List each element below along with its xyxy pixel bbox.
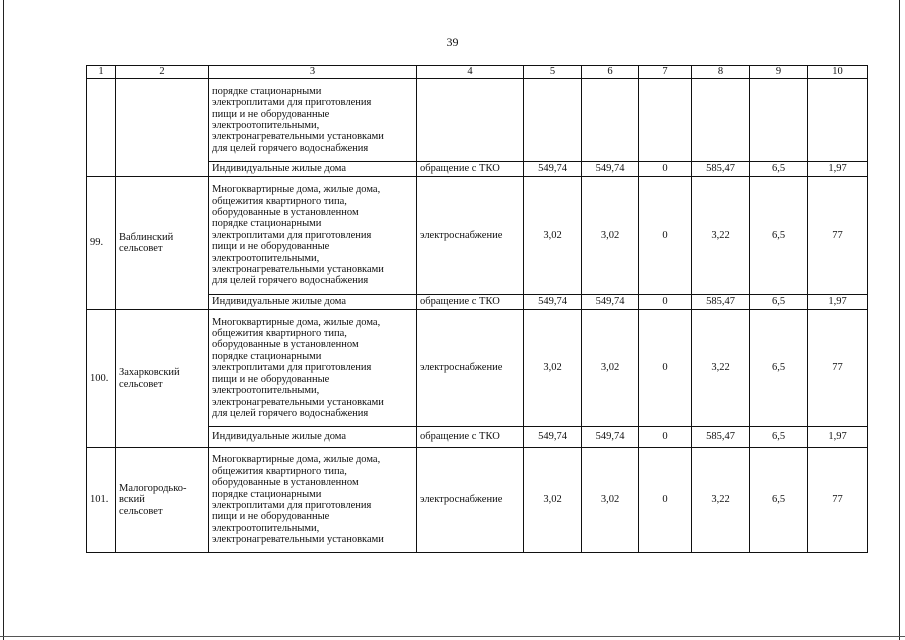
category-line: Многоквартирные дома, жилые дома, <box>212 316 381 328</box>
category-line: Многоквартирные дома, жилые дома, <box>212 184 381 196</box>
value-cell: 585,47 <box>692 162 750 177</box>
value-cell: 3,22 <box>692 310 750 427</box>
page-frame-bottom <box>0 636 905 637</box>
category-line: общежития квартирного типа, <box>212 328 347 340</box>
column-header: 6 <box>582 66 639 79</box>
consumer-category-cell <box>209 79 417 162</box>
apartment-buildings-row <box>87 310 868 427</box>
value-cell: 77 <box>808 448 868 553</box>
category-line: порядке стационарными <box>212 218 322 230</box>
value-cell: 1,97 <box>808 427 868 448</box>
category-line: электроотопительными, <box>212 120 320 131</box>
column-header: 8 <box>692 66 750 79</box>
value-cell: 77 <box>808 177 868 295</box>
category-line: пищи и не оборудованные <box>212 108 330 120</box>
row-number-cell: 99. <box>87 177 116 310</box>
column-header: 2 <box>116 66 209 79</box>
service-cell: электроснабжение <box>417 177 524 295</box>
page-frame-right <box>899 0 900 640</box>
value-cell: 3,22 <box>692 448 750 553</box>
category-line: электроплитами для приготовления <box>212 500 372 511</box>
value-cell: 6,5 <box>750 448 808 553</box>
category-line: электронагревательными установками <box>212 534 384 546</box>
category-line: для целей горячего водоснабжения <box>212 275 369 287</box>
category-line: пищи и не оборудованные <box>212 241 330 253</box>
category-line: порядке стационарными <box>212 85 322 97</box>
value-cell: 585,47 <box>692 295 750 310</box>
category-line: оборудованные в установленном <box>212 477 359 489</box>
value-cell: 0 <box>639 177 692 295</box>
category-line: пищи и не оборудованные <box>212 511 330 523</box>
column-header: 1 <box>87 66 116 79</box>
settlement-name-cell <box>116 310 209 448</box>
consumer-category-cell: Индивидуальные жилые дома <box>209 427 417 448</box>
value-cell: 3,02 <box>582 310 639 427</box>
apartment-buildings-row <box>87 177 868 295</box>
row-number-cell: 101. <box>87 448 116 553</box>
category-line: порядке стационарными <box>212 488 322 500</box>
continuation-row <box>87 79 868 162</box>
consumer-category-cell <box>209 310 417 427</box>
value-cell: 3,02 <box>524 310 582 427</box>
category-line: порядке стационарными <box>212 350 322 362</box>
settlement-name-cell <box>116 448 209 553</box>
value-cell: 77 <box>808 310 868 427</box>
row-number-cell <box>87 79 116 177</box>
value-cell <box>750 79 808 162</box>
service-cell <box>417 79 524 162</box>
category-line: общежития квартирного типа, <box>212 195 347 207</box>
page-number: 39 <box>446 35 459 49</box>
column-header: 9 <box>750 66 808 79</box>
value-cell: 549,74 <box>524 295 582 310</box>
value-cell: 0 <box>639 427 692 448</box>
value-cell: 549,74 <box>582 295 639 310</box>
category-line: оборудованные в установленном <box>212 339 359 351</box>
consumer-category-cell: Индивидуальные жилые дома <box>209 295 417 310</box>
value-cell: 6,5 <box>750 310 808 427</box>
value-cell: 6,5 <box>750 295 808 310</box>
column-number-row <box>87 66 868 79</box>
category-line: электроотопительными, <box>212 252 320 264</box>
value-cell: 3,02 <box>524 177 582 295</box>
value-cell: 6,5 <box>750 427 808 448</box>
settlement-name-line: Захарковский <box>119 367 180 379</box>
category-line: электроплитами для приготовления <box>212 97 372 109</box>
category-line: пищи и не оборудованные <box>212 373 330 385</box>
value-cell: 3,02 <box>582 448 639 553</box>
service-cell: обращение с ТКО <box>417 295 524 310</box>
apartment-buildings-row <box>87 448 868 553</box>
settlement-name-cell <box>116 177 209 310</box>
column-header: 5 <box>524 66 582 79</box>
service-cell: обращение с ТКО <box>417 427 524 448</box>
value-cell <box>808 79 868 162</box>
value-cell: 549,74 <box>582 427 639 448</box>
value-cell: 3,02 <box>524 448 582 553</box>
settlement-name-line: Малогородько- <box>119 482 187 494</box>
category-line: электроплитами для приготовления <box>212 229 372 241</box>
value-cell <box>582 79 639 162</box>
tariff-table <box>86 65 868 553</box>
value-cell: 3,02 <box>582 177 639 295</box>
service-cell: обращение с ТКО <box>417 162 524 177</box>
value-cell <box>692 79 750 162</box>
service-cell: электроснабжение <box>417 310 524 427</box>
column-header: 3 <box>209 66 417 79</box>
value-cell <box>639 79 692 162</box>
category-line: общежития квартирного типа, <box>212 465 347 477</box>
value-cell: 585,47 <box>692 427 750 448</box>
category-line: для целей горячего водоснабжения <box>212 407 369 419</box>
category-line: для целей горячего водоснабжения <box>212 142 369 154</box>
settlement-name-cell <box>116 79 209 177</box>
category-line: электронагревательными установками <box>212 131 384 143</box>
value-cell: 6,5 <box>750 177 808 295</box>
value-cell: 0 <box>639 295 692 310</box>
value-cell: 549,74 <box>524 427 582 448</box>
category-line: электронагревательными установками <box>212 396 384 408</box>
value-cell: 1,97 <box>808 162 868 177</box>
page-frame-left <box>3 0 4 640</box>
value-cell <box>524 79 582 162</box>
settlement-name-line: Ваблинский <box>119 231 174 243</box>
column-header: 10 <box>808 66 868 79</box>
value-cell: 0 <box>639 448 692 553</box>
consumer-category-cell <box>209 177 417 295</box>
column-header: 7 <box>639 66 692 79</box>
value-cell: 549,74 <box>524 162 582 177</box>
settlement-name-line: сельсовет <box>119 378 163 390</box>
value-cell: 549,74 <box>582 162 639 177</box>
value-cell: 3,22 <box>692 177 750 295</box>
category-line: оборудованные в установленном <box>212 206 359 218</box>
settlement-name-line: сельсовет <box>119 505 163 517</box>
service-cell: электроснабжение <box>417 448 524 553</box>
category-line: электроотопительными, <box>212 385 320 397</box>
settlement-name-line: сельсовет <box>119 243 163 254</box>
column-header: 4 <box>417 66 524 79</box>
value-cell: 6,5 <box>750 162 808 177</box>
category-line: электронагревательными установками <box>212 264 384 276</box>
settlement-name-line: вский <box>119 494 145 506</box>
category-line: электроотопительными, <box>212 522 320 534</box>
value-cell: 0 <box>639 310 692 427</box>
value-cell: 1,97 <box>808 295 868 310</box>
value-cell: 0 <box>639 162 692 177</box>
consumer-category-cell <box>209 448 417 553</box>
row-number-cell: 100. <box>87 310 116 448</box>
category-line: электроплитами для приготовления <box>212 362 372 374</box>
category-line: Многоквартирные дома, жилые дома, <box>212 454 381 466</box>
consumer-category-cell: Индивидуальные жилые дома <box>209 162 417 177</box>
